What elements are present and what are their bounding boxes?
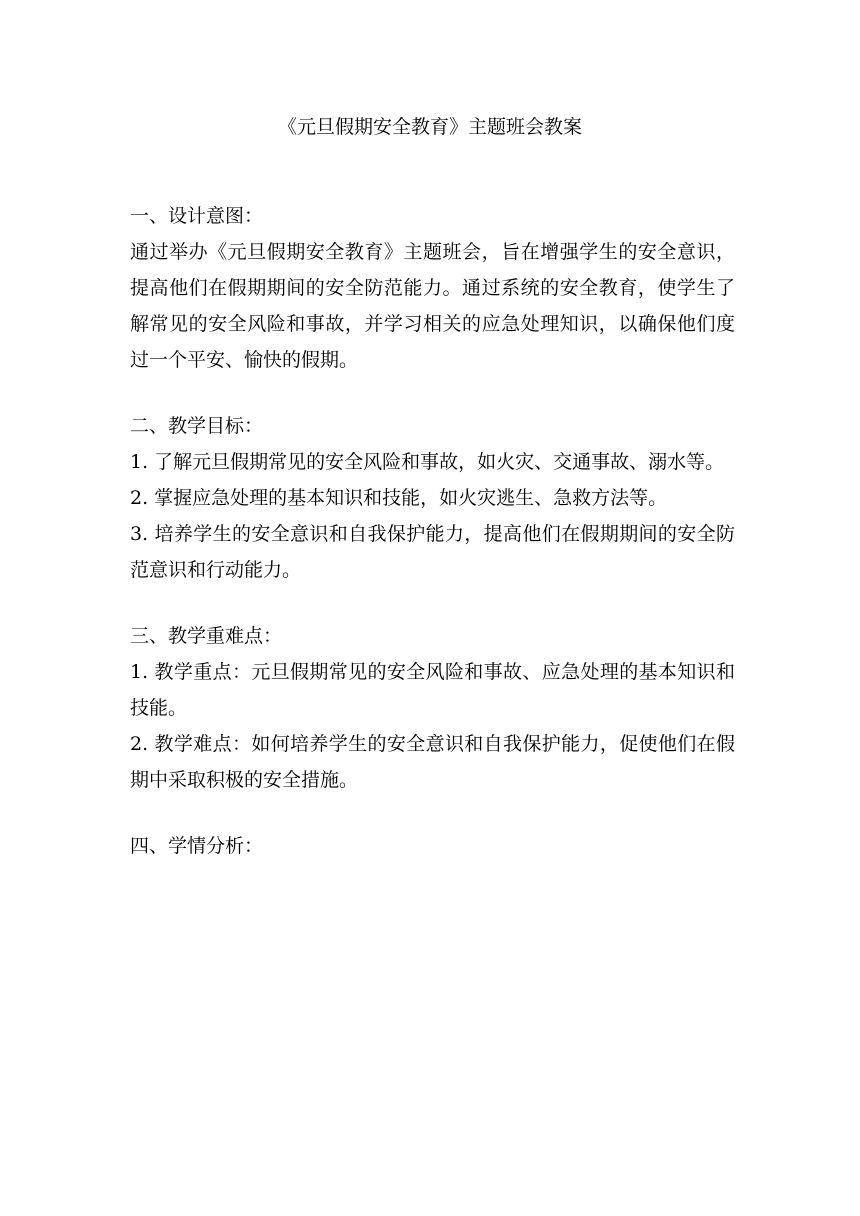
section-heading: 三、教学重难点： xyxy=(130,625,283,647)
section-student-analysis xyxy=(130,828,735,864)
section-paragraph: 通过举办《元旦假期安全教育》主题班会，旨在增强学生的安全意识，提高他们在假期期间的安全防范能力。通过系统的安全教育，使学生了解常见的安全风险和事故，并学习相关的应急处理知识，以确保他们度过一个平安、愉快的假期。 xyxy=(130,241,735,371)
section-spacer xyxy=(130,798,735,828)
section-key-difficult-points xyxy=(130,618,735,798)
list-item: 2. 掌握应急处理的基本知识和技能，如火灾逃生、急救方法等。 xyxy=(130,487,668,509)
list-item: 2. 教学难点：如何培养学生的安全意识和自我保护能力，促使他们在假期中采取积极的安全措施。 xyxy=(130,733,735,791)
section-teaching-goals xyxy=(130,408,735,588)
document-body xyxy=(130,198,735,864)
section-heading: 四、学情分析： xyxy=(130,835,264,857)
list-item: 3. 培养学生的安全意识和自我保护能力，提高他们在假期期间的安全防范意识和行动能力。 xyxy=(130,523,735,581)
list-item: 1. 教学重点：元旦假期常见的安全风险和事故、应急处理的基本知识和技能。 xyxy=(130,661,735,719)
section-spacer xyxy=(130,588,735,618)
section-spacer xyxy=(130,378,735,408)
list-item: 1. 了解元旦假期常见的安全风险和事故，如火灾、交通事故、溺水等。 xyxy=(130,451,725,473)
section-heading: 一、设计意图： xyxy=(130,205,264,227)
section-design-intent xyxy=(130,198,735,378)
section-heading: 二、教学目标： xyxy=(130,415,264,437)
document-title: 《元旦假期安全教育》主题班会教案 xyxy=(277,116,582,138)
